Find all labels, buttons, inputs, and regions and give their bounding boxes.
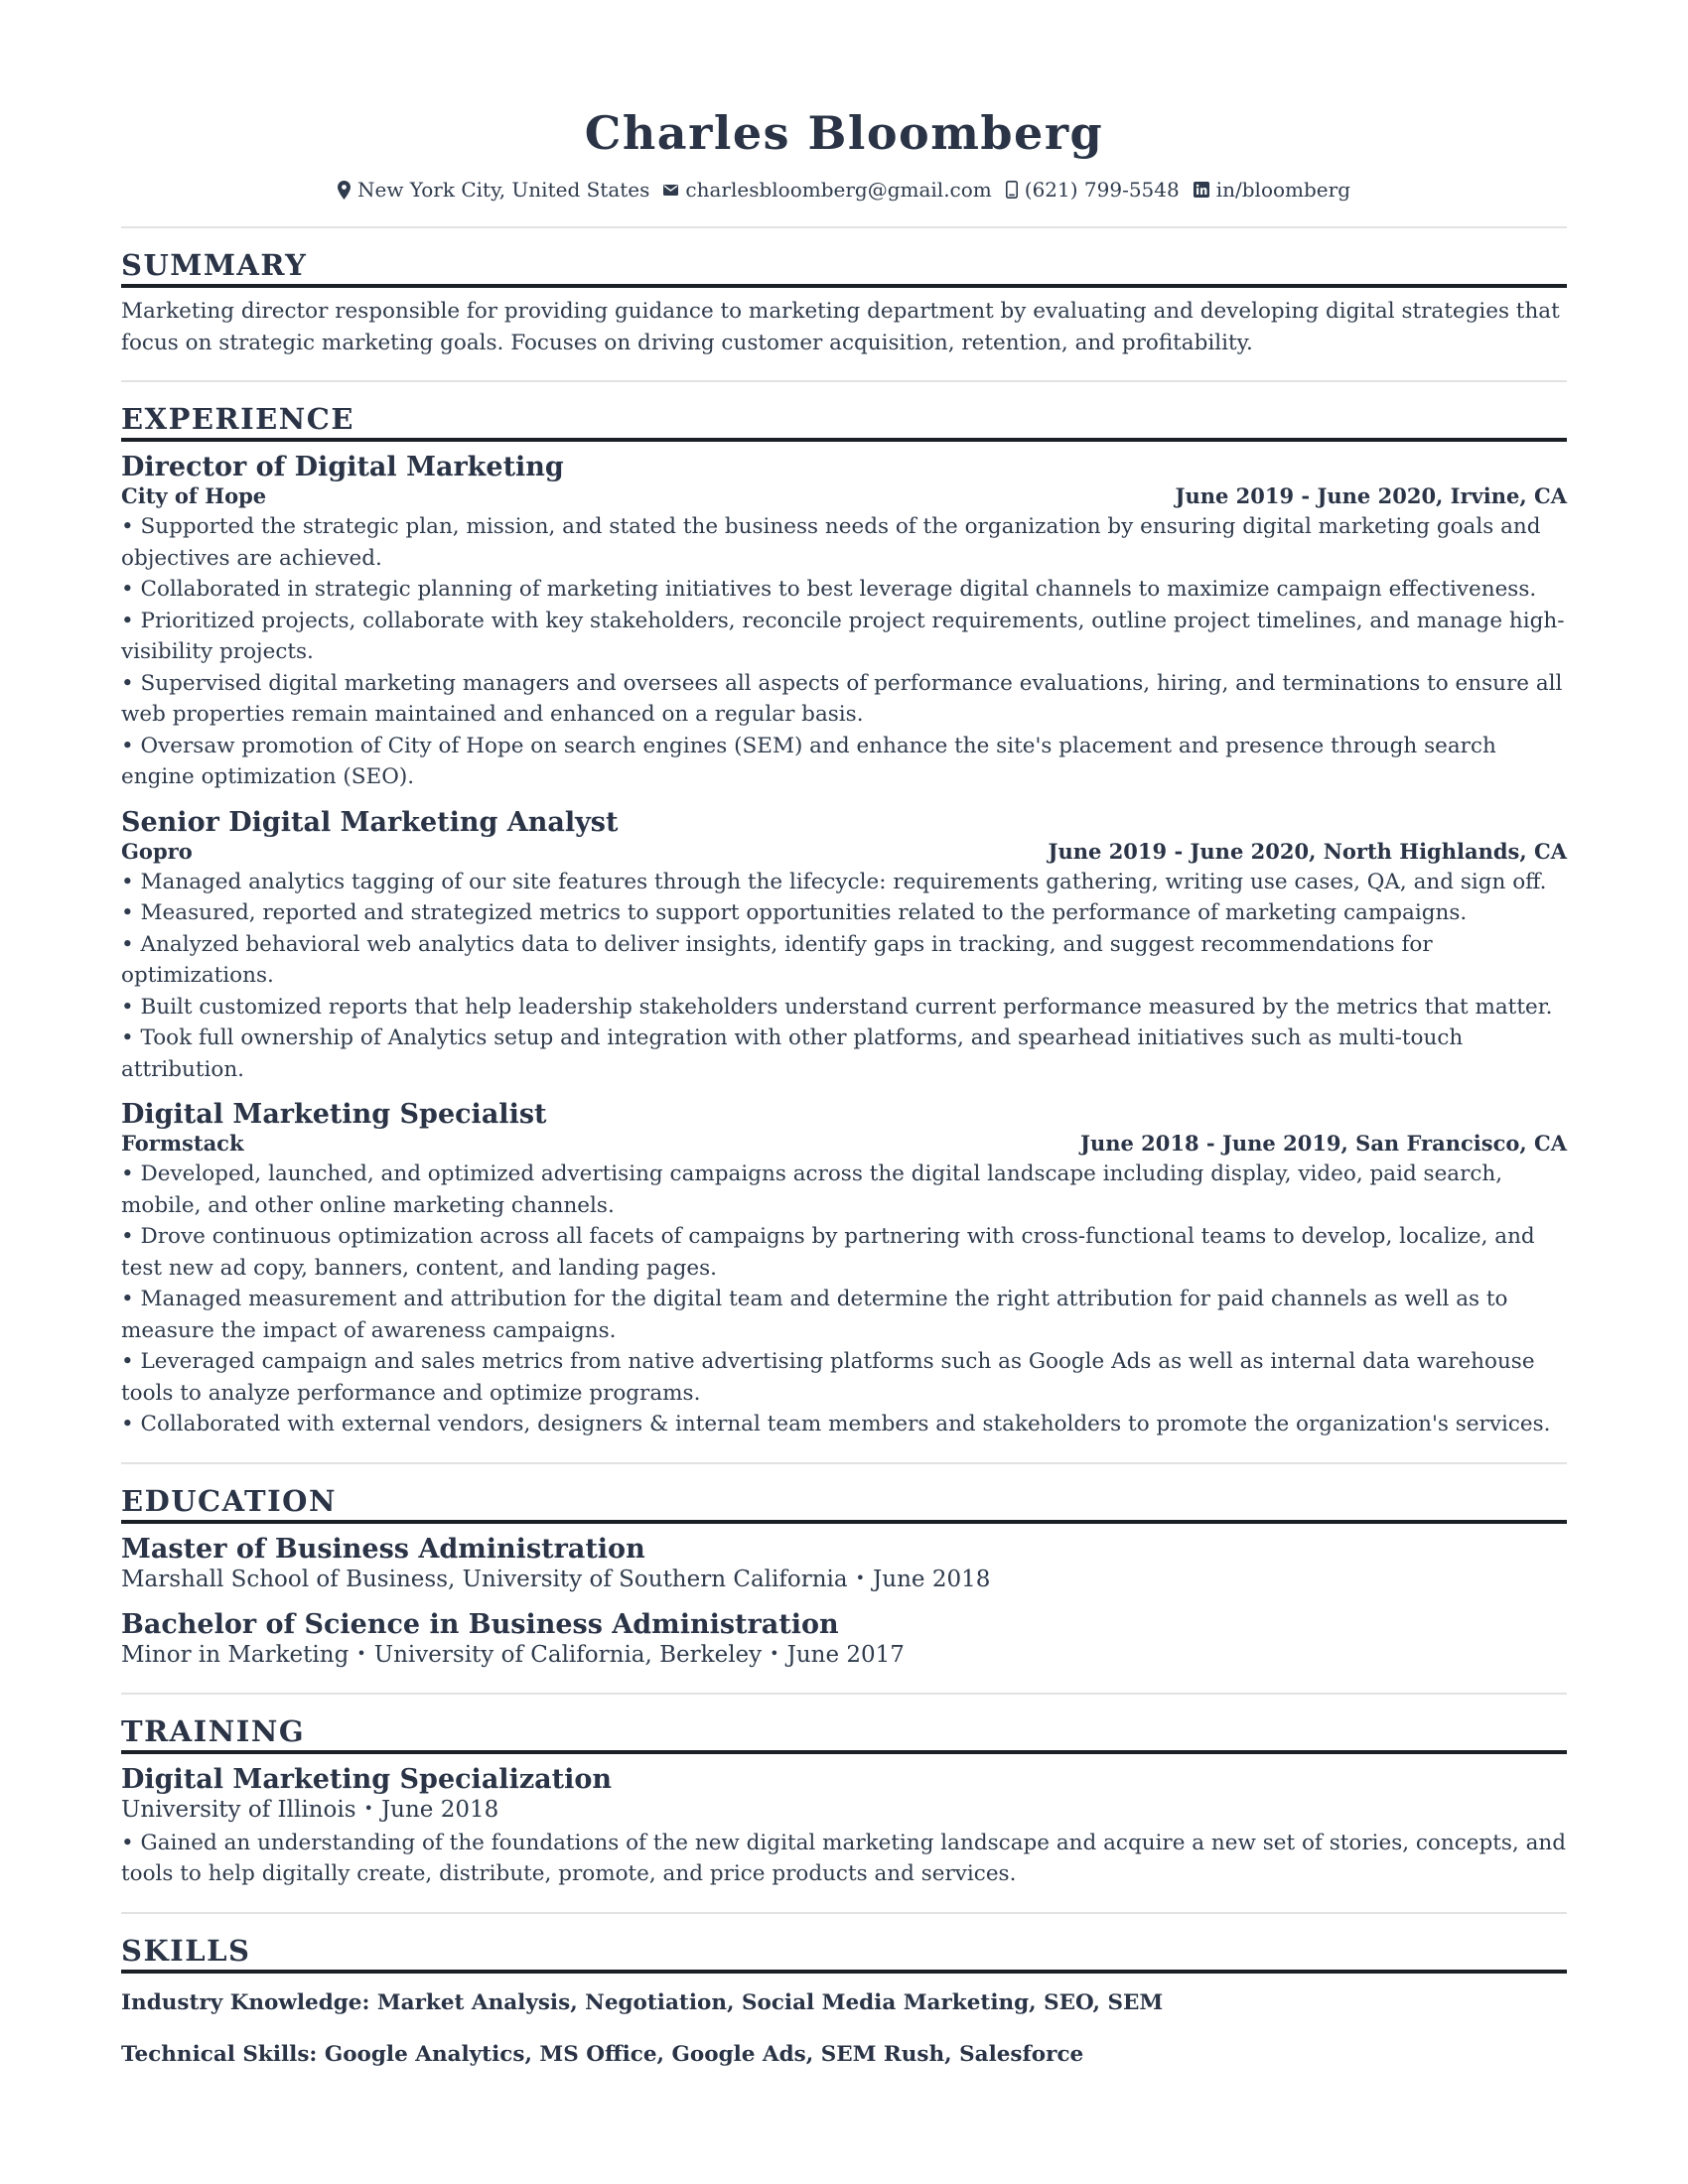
dot-separator: • — [363, 1798, 373, 1818]
bullet-item: • Supported the strategic plan, mission, and stated the business needs of the organization by ensuring digital marketing goals and objectives are achieved. — [121, 511, 1567, 574]
job-company: Gopro — [121, 838, 193, 864]
bullet-item: • Collaborated with external vendors, designers & internal team members and stakeholders to promote the organization's services. — [121, 1409, 1567, 1440]
job-dates-location: June 2019 - June 2020, Irvine, CA — [1175, 483, 1567, 508]
bullet-item: • Supervised digital marketing managers and oversees all aspects of performance evaluations, hiring, and terminations to ensure all web properties remain maintained and enhanced on a regular basis. — [121, 668, 1567, 731]
job-dates-location: June 2019 - June 2020, North Highlands, CA — [1048, 838, 1567, 864]
resume-content — [121, 0, 1567, 2069]
training-bullets — [121, 1828, 1567, 1890]
job-meta — [121, 483, 1567, 509]
job-meta — [121, 839, 1567, 865]
education-details — [121, 1566, 1567, 1595]
experience-section — [121, 382, 1567, 1440]
bullet-item: • Managed analytics tagging of our site features through the lifecycle: requirements gathering, writing use cases, QA, and sign off. — [121, 867, 1567, 898]
dot-separator: • — [770, 1643, 779, 1663]
education-details — [121, 1641, 1567, 1671]
bullet-item: • Measured, reported and strategized metrics to support opportunities related to the performance of marketing campaigns. — [121, 897, 1567, 929]
job-title: Digital Marketing Specialist — [121, 1099, 547, 1130]
dot-separator: • — [356, 1643, 366, 1663]
summary-section — [121, 228, 1567, 358]
envelope-icon — [663, 185, 678, 196]
education-minor: Minor in Marketing — [121, 1641, 350, 1668]
bullet-item: • Managed measurement and attribution for the digital team and determine the right attribution for paid channels as well as to measure the impact of awareness campaigns. — [121, 1284, 1567, 1346]
job-entry — [121, 807, 1567, 1086]
education-school: Marshall School of Business, University of Southern California — [121, 1566, 848, 1592]
job-bullets — [121, 867, 1567, 1086]
job-meta — [121, 1131, 1567, 1157]
degree-title: Master of Business Administration — [121, 1533, 645, 1565]
bullet-item: • Gained an understanding of the foundations of the new digital marketing landscape and acquire a new set of stories, concepts, and tools to help digitally create, distribute, promote, and price products and services. — [121, 1828, 1567, 1890]
training-date: June 2018 — [380, 1796, 499, 1823]
bullet-item: • Developed, launched, and optimized advertising campaigns across the digital landscape including display, video, paid search, mobile, and other online marketing channels. — [121, 1159, 1567, 1221]
bullet-item: • Collaborated in strategic planning of marketing initiatives to best leverage digital channels to maximize campaign effectiveness. — [121, 574, 1567, 606]
skills-heading: SKILLS — [121, 1914, 1567, 1974]
job-bullets — [121, 1159, 1567, 1440]
training-details — [121, 1796, 1567, 1826]
job-entry — [121, 452, 1567, 793]
skills-section — [121, 1914, 1567, 2069]
phone-text[interactable]: (621) 799-5548 — [1024, 178, 1180, 202]
job-entry — [121, 1099, 1567, 1440]
email-text[interactable]: charlesbloomberg@gmail.com — [685, 178, 992, 202]
location-text: New York City, United States — [356, 178, 650, 202]
job-title: Senior Digital Marketing Analyst — [121, 806, 619, 838]
training-institution: University of Illinois — [121, 1796, 356, 1823]
dot-separator: • — [855, 1568, 866, 1587]
education-entry — [121, 1534, 1567, 1595]
degree-title: Bachelor of Science in Business Administration — [121, 1608, 839, 1640]
experience-heading: EXPERIENCE — [121, 382, 1567, 442]
education-date: June 2018 — [873, 1566, 991, 1592]
contact-location — [338, 178, 649, 202]
contact-bar — [121, 175, 1567, 205]
linkedin-text[interactable]: in/bloomberg — [1215, 178, 1350, 202]
bullet-item: • Took full ownership of Analytics setup and integration with other platforms, and spearhead initiatives such as multi-touch attribution. — [121, 1023, 1567, 1085]
job-company: City of Hope — [121, 483, 267, 508]
contact-email[interactable] — [663, 178, 991, 202]
training-entry — [121, 1764, 1567, 1890]
training-title: Digital Marketing Specialization — [121, 1763, 613, 1795]
training-heading: TRAINING — [121, 1695, 1567, 1754]
bullet-item: • Oversaw promotion of City of Hope on search engines (SEM) and enhance the site's placement and presence through search engine optimization (SEO). — [121, 731, 1567, 793]
education-section — [121, 1464, 1567, 1671]
contact-linkedin[interactable] — [1194, 178, 1350, 202]
bullet-item: • Prioritized projects, collaborate with key stakeholders, reconcile project requirements, outline project timelines, and manage high-visibility projects. — [121, 606, 1567, 668]
bullet-item: • Drove continuous optimization across all facets of campaigns by partnering with cross-functional teams to develop, localize, and test new ad copy, banners, content, and landing pages. — [121, 1221, 1567, 1284]
candidate-name: Charles Bloomberg — [584, 106, 1104, 160]
bullet-item: • Leveraged campaign and sales metrics from native advertising platforms such as Google Ads as well as internal data warehouse tools to analyze performance and optimize programs. — [121, 1346, 1567, 1409]
job-bullets — [121, 511, 1567, 793]
skill-line-industry: Industry Knowledge: Market Analysis, Negotiation, Social Media Marketing, SEO, SEM — [121, 1989, 1164, 2015]
summary-heading: SUMMARY — [121, 228, 1567, 288]
bullet-item: • Analyzed behavioral web analytics data to deliver insights, identify gaps in tracking, and suggest recommendations for optimizations. — [121, 929, 1567, 992]
bullet-item: • Built customized reports that help leadership stakeholders understand current performance measured by the metrics that matter. — [121, 992, 1567, 1024]
training-section — [121, 1695, 1567, 1890]
map-pin-icon — [338, 181, 351, 200]
education-date: June 2017 — [786, 1641, 905, 1668]
linkedin-icon — [1194, 182, 1209, 198]
job-title: Director of Digital Marketing — [121, 452, 564, 482]
summary-text: Marketing director responsible for providing guidance to marketing department by evaluating and developing digital strategies that focus on strategic marketing goals. Focuses on driving customer acquisition, retention, and profitability. — [121, 299, 1560, 355]
job-dates-location: June 2018 - June 2019, San Francisco, CA — [1080, 1131, 1567, 1156]
education-school: University of California, Berkeley — [373, 1641, 763, 1668]
mobile-phone-icon — [1006, 181, 1018, 199]
education-entry — [121, 1609, 1567, 1671]
contact-phone[interactable] — [1006, 178, 1180, 202]
job-company: Formstack — [121, 1131, 244, 1156]
education-heading: EDUCATION — [121, 1464, 1567, 1524]
skills-list — [121, 1989, 1567, 2069]
skill-line-technical: Technical Skills: Google Analytics, MS Office, Google Ads, SEM Rush, Salesforce — [121, 2041, 1084, 2067]
